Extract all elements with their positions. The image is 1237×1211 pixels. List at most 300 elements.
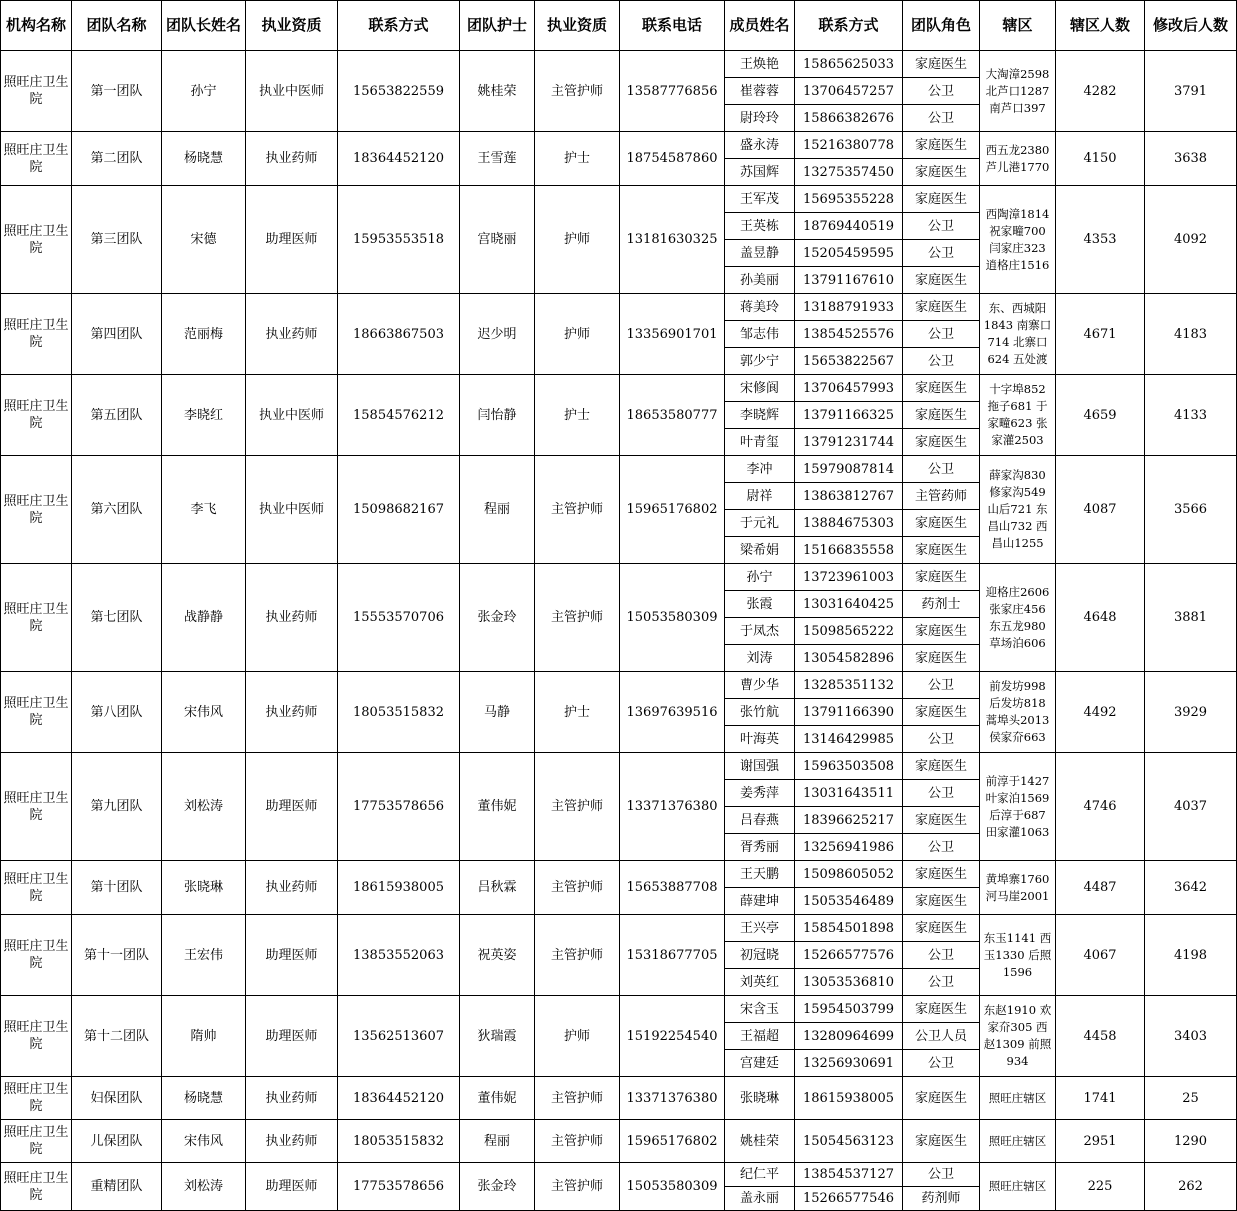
- nurse-phone-cell: 13587776856: [620, 51, 725, 132]
- revised-population-cell: 3403: [1145, 996, 1237, 1077]
- jurisdiction-text: 照旺庄辖区: [988, 1179, 1047, 1193]
- member-phone-cell: 13791166325: [795, 402, 903, 429]
- nurse-phone-cell: 15965176802: [620, 456, 725, 564]
- leader-qualification-cell: 执业中医师: [246, 375, 338, 456]
- member-role-cell: 家庭医生: [903, 294, 980, 321]
- jurisdiction-population-cell: 4671: [1056, 294, 1145, 375]
- leader-qualification-cell: 助理医师: [246, 915, 338, 996]
- org-name-cell: 照旺庄卫生院: [1, 132, 72, 186]
- member-role-cell: 家庭医生: [903, 807, 980, 834]
- member-role-cell: 公卫: [903, 942, 980, 969]
- member-role-cell: 家庭医生: [903, 1077, 980, 1120]
- member-phone-cell: 15866382676: [795, 105, 903, 132]
- org-name-cell: 照旺庄卫生院: [1, 1077, 72, 1120]
- jurisdiction-cell: [980, 456, 1056, 564]
- nurse-phone-cell: 15318677705: [620, 915, 725, 996]
- member-name-cell: 王兴亭: [725, 915, 795, 942]
- team-name-cell: 第三团队: [72, 186, 162, 294]
- revised-population-cell: 3929: [1145, 672, 1237, 753]
- member-phone-cell: 13854525576: [795, 321, 903, 348]
- member-phone-cell: 13285351132: [795, 672, 903, 699]
- member-name-cell: 王英栋: [725, 213, 795, 240]
- leader-qualification-cell: 执业中医师: [246, 456, 338, 564]
- table-row: [1, 1077, 1237, 1120]
- member-name-cell: 姚桂荣: [725, 1120, 795, 1163]
- member-phone-cell: 13791166390: [795, 699, 903, 726]
- leader-name-cell: 宋伟风: [162, 672, 246, 753]
- nurse-phone-cell: 13371376380: [620, 1077, 725, 1120]
- member-phone-cell: 15053546489: [795, 888, 903, 915]
- team-name-cell: 第八团队: [72, 672, 162, 753]
- leader-name-cell: 刘松涛: [162, 753, 246, 861]
- member-name-cell: 张霞: [725, 591, 795, 618]
- jurisdiction-population-cell: 225: [1056, 1163, 1145, 1211]
- jurisdiction-population-cell: 1741: [1056, 1077, 1145, 1120]
- col-header: 团队长姓名: [162, 1, 246, 51]
- nurse-qualification-cell: 护师: [535, 186, 620, 294]
- nurse-phone-cell: 15965176802: [620, 1120, 725, 1163]
- roster-body: [1, 51, 1237, 1211]
- member-name-cell: 张晓琳: [725, 1077, 795, 1120]
- leader-qualification-cell: 执业药师: [246, 294, 338, 375]
- member-role-cell: 家庭医生: [903, 267, 980, 294]
- member-phone-cell: 13706457993: [795, 375, 903, 402]
- member-role-cell: 公卫: [903, 213, 980, 240]
- leader-phone-cell: 18364452120: [338, 1077, 460, 1120]
- jurisdiction-text: 西陶漳1814 祝家疃700 闫家庄323 逍格庄1516: [985, 206, 1050, 272]
- nurse-qualification-cell: 护士: [535, 375, 620, 456]
- jurisdiction-text: 西五龙2380 芦儿港1770: [985, 142, 1050, 174]
- leader-name-cell: 杨晓慧: [162, 1077, 246, 1120]
- jurisdiction-population-cell: 4458: [1056, 996, 1145, 1077]
- member-name-cell: 纪仁平: [725, 1163, 795, 1187]
- member-role-cell: 家庭医生: [903, 429, 980, 456]
- member-phone-cell: 13275357450: [795, 159, 903, 186]
- member-role-cell: 家庭医生: [903, 132, 980, 159]
- jurisdiction-text: 前淳于1427 叶家泊1569 后淳于687 田家灌1063: [985, 773, 1050, 839]
- col-header: 修改后人数: [1145, 1, 1237, 51]
- col-header: 执业资质: [246, 1, 338, 51]
- leader-name-cell: 李飞: [162, 456, 246, 564]
- table-row: [1, 132, 1237, 159]
- nurse-qualification-cell: 主管护师: [535, 51, 620, 132]
- member-role-cell: 公卫: [903, 240, 980, 267]
- jurisdiction-cell: [980, 1077, 1056, 1120]
- nurse-qualification-cell: 护士: [535, 672, 620, 753]
- table-row: [1, 564, 1237, 591]
- leader-phone-cell: 18364452120: [338, 132, 460, 186]
- member-phone-cell: 13053536810: [795, 969, 903, 996]
- member-name-cell: 于元礼: [725, 510, 795, 537]
- jurisdiction-population-cell: 4746: [1056, 753, 1145, 861]
- jurisdiction-text: 照旺庄辖区: [988, 1090, 1047, 1105]
- leader-name-cell: 刘松涛: [162, 1163, 246, 1211]
- member-phone-cell: 15963503508: [795, 753, 903, 780]
- table-row: [1, 375, 1237, 402]
- jurisdiction-cell: [980, 1163, 1056, 1211]
- col-header: 团队角色: [903, 1, 980, 51]
- col-header: 成员姓名: [725, 1, 795, 51]
- member-role-cell: 药剂士: [903, 591, 980, 618]
- member-phone-cell: 13031640425: [795, 591, 903, 618]
- nurse-name-cell: 王雪莲: [460, 132, 535, 186]
- org-name-cell: 照旺庄卫生院: [1, 375, 72, 456]
- member-name-cell: 盖永丽: [725, 1187, 795, 1211]
- team-name-cell: 第十一团队: [72, 915, 162, 996]
- jurisdiction-population-cell: 4282: [1056, 51, 1145, 132]
- org-name-cell: 照旺庄卫生院: [1, 672, 72, 753]
- col-header: 机构名称: [1, 1, 72, 51]
- member-name-cell: 王天鹏: [725, 861, 795, 888]
- table-row: [1, 186, 1237, 213]
- member-role-cell: 公卫: [903, 321, 980, 348]
- member-name-cell: 李冲: [725, 456, 795, 483]
- team-name-cell: 第十二团队: [72, 996, 162, 1077]
- revised-population-cell: 3566: [1145, 456, 1237, 564]
- table-row: [1, 1120, 1237, 1163]
- jurisdiction-cell: [980, 186, 1056, 294]
- leader-phone-cell: 17753578656: [338, 753, 460, 861]
- nurse-qualification-cell: 主管护师: [535, 564, 620, 672]
- member-role-cell: 公卫: [903, 1050, 980, 1077]
- member-role-cell: 家庭医生: [903, 753, 980, 780]
- nurse-name-cell: 祝英姿: [460, 915, 535, 996]
- leader-phone-cell: 15098682167: [338, 456, 460, 564]
- col-header: 联系方式: [338, 1, 460, 51]
- jurisdiction-cell: [980, 753, 1056, 861]
- member-role-cell: 药剂师: [903, 1187, 980, 1211]
- nurse-phone-cell: 18653580777: [620, 375, 725, 456]
- member-role-cell: 家庭医生: [903, 186, 980, 213]
- leader-name-cell: 杨晓慧: [162, 132, 246, 186]
- member-phone-cell: 15695355228: [795, 186, 903, 213]
- jurisdiction-text: 东玉1141 西玉1330 后照1596: [983, 930, 1052, 979]
- jurisdiction-cell: [980, 375, 1056, 456]
- jurisdiction-population-cell: 4648: [1056, 564, 1145, 672]
- jurisdiction-cell: [980, 564, 1056, 672]
- jurisdiction-cell: [980, 132, 1056, 186]
- member-role-cell: 家庭医生: [903, 159, 980, 186]
- col-header: 执业资质: [535, 1, 620, 51]
- jurisdiction-text: 黄埠寨1760 河马崖2001: [985, 871, 1050, 903]
- jurisdiction-cell: [980, 996, 1056, 1077]
- member-name-cell: 蒋美玲: [725, 294, 795, 321]
- org-name-cell: 照旺庄卫生院: [1, 564, 72, 672]
- member-role-cell: 家庭医生: [903, 1120, 980, 1163]
- nurse-name-cell: 狄瑞霞: [460, 996, 535, 1077]
- member-name-cell: 王焕艳: [725, 51, 795, 78]
- member-name-cell: 王福超: [725, 1023, 795, 1050]
- member-phone-cell: 13706457257: [795, 78, 903, 105]
- jurisdiction-cell: [980, 672, 1056, 753]
- member-phone-cell: 15054563123: [795, 1120, 903, 1163]
- nurse-qualification-cell: 主管护师: [535, 861, 620, 915]
- leader-phone-cell: 18615938005: [338, 861, 460, 915]
- jurisdiction-population-cell: 4067: [1056, 915, 1145, 996]
- revised-population-cell: 3881: [1145, 564, 1237, 672]
- member-phone-cell: 13280964699: [795, 1023, 903, 1050]
- org-name-cell: 照旺庄卫生院: [1, 51, 72, 132]
- revised-population-cell: 4092: [1145, 186, 1237, 294]
- member-role-cell: 家庭医生: [903, 645, 980, 672]
- jurisdiction-text: 东、西城阳1843 南寨口714 北寨口624 五处渡: [983, 301, 1052, 366]
- nurse-name-cell: 董伟妮: [460, 1077, 535, 1120]
- table-row: [1, 1163, 1237, 1187]
- leader-phone-cell: 15553570706: [338, 564, 460, 672]
- team-name-cell: 第四团队: [72, 294, 162, 375]
- col-header: 联系电话: [620, 1, 725, 51]
- jurisdiction-text: 大淘漳2598 北芦口1287 南芦口397: [985, 66, 1050, 115]
- member-name-cell: 于凤杰: [725, 618, 795, 645]
- jurisdiction-cell: [980, 861, 1056, 915]
- revised-population-cell: 3642: [1145, 861, 1237, 915]
- member-name-cell: 宋修阆: [725, 375, 795, 402]
- member-name-cell: 姜秀萍: [725, 780, 795, 807]
- leader-name-cell: 范丽梅: [162, 294, 246, 375]
- member-phone-cell: 15865625033: [795, 51, 903, 78]
- jurisdiction-population-cell: 4353: [1056, 186, 1145, 294]
- leader-qualification-cell: 执业药师: [246, 1120, 338, 1163]
- table-row: [1, 456, 1237, 483]
- member-role-cell: 公卫: [903, 672, 980, 699]
- leader-name-cell: 孙宁: [162, 51, 246, 132]
- nurse-name-cell: 宫晓丽: [460, 186, 535, 294]
- revised-population-cell: 4198: [1145, 915, 1237, 996]
- member-phone-cell: 18396625217: [795, 807, 903, 834]
- member-phone-cell: 15979087814: [795, 456, 903, 483]
- nurse-qualification-cell: 主管护师: [535, 456, 620, 564]
- member-phone-cell: 13863812767: [795, 483, 903, 510]
- member-role-cell: 公卫: [903, 969, 980, 996]
- leader-name-cell: 王宏伟: [162, 915, 246, 996]
- member-role-cell: 公卫: [903, 1163, 980, 1187]
- member-role-cell: 公卫: [903, 726, 980, 753]
- nurse-qualification-cell: 主管护师: [535, 1077, 620, 1120]
- leader-name-cell: 宋德: [162, 186, 246, 294]
- team-name-cell: 第二团队: [72, 132, 162, 186]
- member-role-cell: 公卫: [903, 78, 980, 105]
- member-role-cell: 家庭医生: [903, 996, 980, 1023]
- leader-name-cell: 战静静: [162, 564, 246, 672]
- member-name-cell: 邹志伟: [725, 321, 795, 348]
- member-phone-cell: 13256930691: [795, 1050, 903, 1077]
- org-name-cell: 照旺庄卫生院: [1, 186, 72, 294]
- member-name-cell: 吕春燕: [725, 807, 795, 834]
- member-role-cell: 家庭医生: [903, 564, 980, 591]
- member-phone-cell: 15266577546: [795, 1187, 903, 1211]
- member-name-cell: 盛永涛: [725, 132, 795, 159]
- nurse-phone-cell: 13181630325: [620, 186, 725, 294]
- nurse-qualification-cell: 护师: [535, 294, 620, 375]
- member-phone-cell: 13791167610: [795, 267, 903, 294]
- col-header: 团队护士: [460, 1, 535, 51]
- member-role-cell: 主管药师: [903, 483, 980, 510]
- nurse-phone-cell: 18754587860: [620, 132, 725, 186]
- member-role-cell: 家庭医生: [903, 510, 980, 537]
- nurse-phone-cell: 15053580309: [620, 564, 725, 672]
- jurisdiction-population-cell: 4492: [1056, 672, 1145, 753]
- leader-qualification-cell: 执业药师: [246, 861, 338, 915]
- leader-phone-cell: 18663867503: [338, 294, 460, 375]
- col-header: 辖区人数: [1056, 1, 1145, 51]
- org-name-cell: 照旺庄卫生院: [1, 1163, 72, 1211]
- member-phone-cell: 13054582896: [795, 645, 903, 672]
- member-phone-cell: 13791231744: [795, 429, 903, 456]
- member-phone-cell: 15098605052: [795, 861, 903, 888]
- team-name-cell: 重精团队: [72, 1163, 162, 1211]
- jurisdiction-text: 照旺庄辖区: [988, 1133, 1047, 1148]
- revised-population-cell: 3791: [1145, 51, 1237, 132]
- member-role-cell: 家庭医生: [903, 861, 980, 888]
- leader-qualification-cell: 执业药师: [246, 564, 338, 672]
- member-phone-cell: 13723961003: [795, 564, 903, 591]
- member-role-cell: 家庭医生: [903, 537, 980, 564]
- team-name-cell: 第十团队: [72, 861, 162, 915]
- member-phone-cell: 13256941986: [795, 834, 903, 861]
- team-name-cell: 第五团队: [72, 375, 162, 456]
- member-name-cell: 尉祥: [725, 483, 795, 510]
- nurse-name-cell: 程丽: [460, 456, 535, 564]
- member-name-cell: 刘英红: [725, 969, 795, 996]
- leader-name-cell: 李晓红: [162, 375, 246, 456]
- jurisdiction-cell: [980, 915, 1056, 996]
- revised-population-cell: 4037: [1145, 753, 1237, 861]
- member-name-cell: 李晓辉: [725, 402, 795, 429]
- jurisdiction-cell: [980, 51, 1056, 132]
- member-role-cell: 公卫: [903, 105, 980, 132]
- revised-population-cell: 4183: [1145, 294, 1237, 375]
- nurse-qualification-cell: 主管护师: [535, 1163, 620, 1211]
- revised-population-cell: 262: [1145, 1163, 1237, 1211]
- leader-phone-cell: 13562513607: [338, 996, 460, 1077]
- nurse-phone-cell: 13371376380: [620, 753, 725, 861]
- jurisdiction-text: 东赵1910 欢家夼305 西赵1309 前照934: [983, 1003, 1052, 1068]
- leader-phone-cell: 15953553518: [338, 186, 460, 294]
- member-phone-cell: 13884675303: [795, 510, 903, 537]
- leader-phone-cell: 13853552063: [338, 915, 460, 996]
- org-name-cell: 照旺庄卫生院: [1, 861, 72, 915]
- nurse-phone-cell: 15653887708: [620, 861, 725, 915]
- jurisdiction-cell: [980, 294, 1056, 375]
- member-role-cell: 家庭医生: [903, 618, 980, 645]
- jurisdiction-text: 薛家沟830 修家沟549 山后721 东昌山732 西昌山1255: [987, 468, 1048, 550]
- nurse-qualification-cell: 护士: [535, 132, 620, 186]
- org-name-cell: 照旺庄卫生院: [1, 1120, 72, 1163]
- leader-qualification-cell: 执业药师: [246, 672, 338, 753]
- org-name-cell: 照旺庄卫生院: [1, 294, 72, 375]
- header-row: [1, 1, 1237, 51]
- leader-name-cell: 宋伟风: [162, 1120, 246, 1163]
- member-role-cell: 家庭医生: [903, 375, 980, 402]
- member-name-cell: 郭少宁: [725, 348, 795, 375]
- revised-population-cell: 25: [1145, 1077, 1237, 1120]
- leader-qualification-cell: 助理医师: [246, 186, 338, 294]
- nurse-phone-cell: 13356901701: [620, 294, 725, 375]
- col-header: 团队名称: [72, 1, 162, 51]
- member-role-cell: 家庭医生: [903, 915, 980, 942]
- col-header: 辖区: [980, 1, 1056, 51]
- leader-name-cell: 张晓琳: [162, 861, 246, 915]
- member-name-cell: 盖昱静: [725, 240, 795, 267]
- nurse-name-cell: 闫怡静: [460, 375, 535, 456]
- leader-qualification-cell: 执业药师: [246, 132, 338, 186]
- jurisdiction-text: 迎格庄2606 张家庄456 东五龙980 草场泊606: [985, 584, 1050, 650]
- nurse-name-cell: 张金玲: [460, 564, 535, 672]
- member-phone-cell: 13854537127: [795, 1163, 903, 1187]
- nurse-phone-cell: 13697639516: [620, 672, 725, 753]
- leader-phone-cell: 17753578656: [338, 1163, 460, 1211]
- nurse-name-cell: 迟少明: [460, 294, 535, 375]
- member-name-cell: 宋含玉: [725, 996, 795, 1023]
- member-phone-cell: 15653822567: [795, 348, 903, 375]
- nurse-qualification-cell: 主管护师: [535, 1120, 620, 1163]
- jurisdiction-text: 前发坊998 后发坊818 蒿埠头2013 侯家夼663: [985, 679, 1050, 744]
- jurisdiction-population-cell: 2951: [1056, 1120, 1145, 1163]
- member-name-cell: 王军茂: [725, 186, 795, 213]
- leader-qualification-cell: 执业中医师: [246, 51, 338, 132]
- leader-qualification-cell: 执业药师: [246, 1077, 338, 1120]
- member-name-cell: 尉玲玲: [725, 105, 795, 132]
- member-phone-cell: 15854501898: [795, 915, 903, 942]
- member-name-cell: 初冠晓: [725, 942, 795, 969]
- member-name-cell: 叶青玺: [725, 429, 795, 456]
- nurse-name-cell: 董伟妮: [460, 753, 535, 861]
- revised-population-cell: 4133: [1145, 375, 1237, 456]
- member-role-cell: 家庭医生: [903, 699, 980, 726]
- team-name-cell: 妇保团队: [72, 1077, 162, 1120]
- member-role-cell: 公卫: [903, 780, 980, 807]
- nurse-qualification-cell: 护师: [535, 996, 620, 1077]
- table-row: [1, 51, 1237, 78]
- member-role-cell: 公卫: [903, 834, 980, 861]
- table-row: [1, 672, 1237, 699]
- member-name-cell: 谢国强: [725, 753, 795, 780]
- jurisdiction-cell: [980, 1120, 1056, 1163]
- table-row: [1, 915, 1237, 942]
- member-name-cell: 宫建廷: [725, 1050, 795, 1077]
- member-name-cell: 苏国辉: [725, 159, 795, 186]
- nurse-name-cell: 程丽: [460, 1120, 535, 1163]
- org-name-cell: 照旺庄卫生院: [1, 915, 72, 996]
- team-name-cell: 第七团队: [72, 564, 162, 672]
- member-name-cell: 梁希娟: [725, 537, 795, 564]
- member-phone-cell: 15205459595: [795, 240, 903, 267]
- table-row: [1, 294, 1237, 321]
- nurse-qualification-cell: 主管护师: [535, 753, 620, 861]
- nurse-name-cell: 马静: [460, 672, 535, 753]
- member-name-cell: 孙美丽: [725, 267, 795, 294]
- org-name-cell: 照旺庄卫生院: [1, 456, 72, 564]
- member-phone-cell: 15954503799: [795, 996, 903, 1023]
- nurse-phone-cell: 15053580309: [620, 1163, 725, 1211]
- member-name-cell: 孙宁: [725, 564, 795, 591]
- leader-phone-cell: 15653822559: [338, 51, 460, 132]
- revised-population-cell: 3638: [1145, 132, 1237, 186]
- org-name-cell: 照旺庄卫生院: [1, 996, 72, 1077]
- leader-qualification-cell: 助理医师: [246, 996, 338, 1077]
- revised-population-cell: 1290: [1145, 1120, 1237, 1163]
- member-name-cell: 曹少华: [725, 672, 795, 699]
- leader-qualification-cell: 助理医师: [246, 1163, 338, 1211]
- leader-phone-cell: 18053515832: [338, 672, 460, 753]
- member-phone-cell: 15098565222: [795, 618, 903, 645]
- member-role-cell: 公卫: [903, 456, 980, 483]
- member-role-cell: 公卫人员: [903, 1023, 980, 1050]
- jurisdiction-population-cell: 4487: [1056, 861, 1145, 915]
- table-row: [1, 861, 1237, 888]
- nurse-phone-cell: 15192254540: [620, 996, 725, 1077]
- member-name-cell: 胥秀丽: [725, 834, 795, 861]
